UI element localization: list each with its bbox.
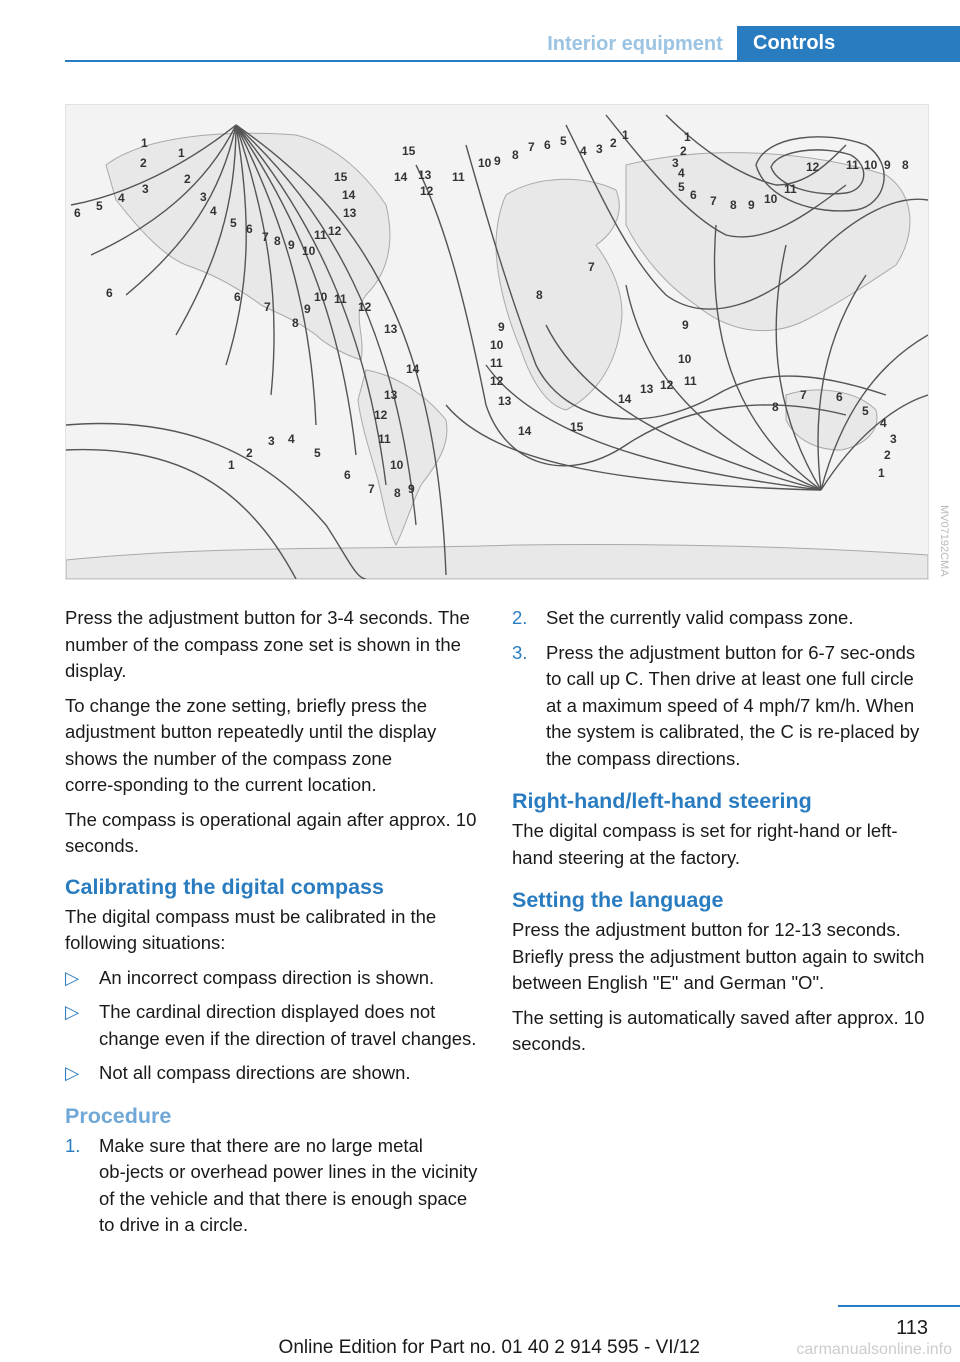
steering-heading: Right-hand/left-hand steering <box>512 789 812 813</box>
zone-label: 10 <box>864 158 878 172</box>
zone-label: 7 <box>800 388 807 402</box>
landmass-north-america <box>106 133 390 360</box>
zone-label: 11 <box>846 158 859 172</box>
zone-label: 3 <box>142 182 149 196</box>
list-item: ▷ The cardinal direction displayed does not change even if the direction of travel changes. <box>65 999 485 1052</box>
zone-label: 12 <box>490 374 504 388</box>
procedure-steps-continued <box>512 605 932 772</box>
zone-label: 5 <box>678 180 685 194</box>
edition-text: Online Edition for Part no. 01 40 2 914 595 - VI/12 <box>278 1337 700 1358</box>
zone-label: 1 <box>141 136 148 150</box>
zone-label: 8 <box>536 288 543 302</box>
watermark: carmanualsonline.info <box>796 1341 952 1358</box>
landmass-europe-africa <box>496 179 622 410</box>
zone-label: 6 <box>836 390 843 404</box>
zone-label: 10 <box>678 352 692 366</box>
zone-label: 11 <box>334 292 347 306</box>
language-heading: Setting the language <box>512 888 724 912</box>
zone-label: 8 <box>274 234 281 248</box>
zone-label: 9 <box>288 238 295 252</box>
language-paragraph: Press the adjustment button for 12-13 seconds. Briefly press the adjustment button again to switch between English "E" and German "O". <box>512 919 925 993</box>
zone-label: 13 <box>640 382 654 396</box>
compass-zone-map <box>65 104 929 580</box>
zone-label: 8 <box>772 400 779 414</box>
zone-label: 11 <box>490 356 503 370</box>
bullet-triangle-icon: ▷ <box>65 966 80 988</box>
zone-label: 14 <box>342 188 356 202</box>
zone-label: 3 <box>268 434 275 448</box>
zone-label: 12 <box>374 408 388 422</box>
zone-label: 10 <box>314 290 328 304</box>
zone-label: 8 <box>394 486 401 500</box>
zone-label: 1 <box>178 146 185 160</box>
zone-label: 5 <box>314 446 321 460</box>
zone-label: 4 <box>118 191 125 205</box>
zone-label: 12 <box>806 160 820 174</box>
step-number: 3. <box>512 641 528 663</box>
zone-label: 4 <box>210 204 217 218</box>
intro-paragraph: Press the adjustment button for 3-4 seconds. The number of the compass zone set is shown in the display. <box>65 607 470 681</box>
zone-label: 12 <box>328 224 342 238</box>
zone-label: 10 <box>302 244 316 258</box>
intro-paragraph: The compass is operational again after approx. 10 seconds. <box>65 808 477 856</box>
zone-label: 3 <box>890 432 897 446</box>
language-paragraph: The setting is automatically saved after approx. 10 seconds. <box>512 1006 925 1054</box>
zone-label: 2 <box>246 446 253 460</box>
zone-label: 9 <box>748 198 755 212</box>
zone-label: 13 <box>418 168 432 182</box>
zone-label: 11 <box>452 170 465 184</box>
step-number: 1. <box>65 1134 81 1156</box>
zone-label: 1 <box>228 458 235 472</box>
zone-label: 6 <box>234 290 241 304</box>
bullet-triangle-icon: ▷ <box>65 1062 80 1083</box>
steering-paragraph: The digital compass is set for right-hand or left-hand steering at the factory. <box>512 820 898 868</box>
zone-label: 13 <box>384 322 398 336</box>
zone-label: 5 <box>560 134 567 148</box>
procedure-step: 3. Press the adjustment button for 6-7 sec‑onds to call up C. Then drive at least one full circle at a maximum speed of 4 mph/7 km/h. When the system is calibrated, the C is re‑placed by the compass directions. <box>512 640 932 773</box>
zone-label: 7 <box>710 194 717 208</box>
zone-label: 3 <box>200 190 207 204</box>
zone-label: 9 <box>304 302 311 316</box>
zone-label: 5 <box>96 199 103 213</box>
zone-label: 12 <box>358 300 372 314</box>
zone-label: 13 <box>498 394 512 408</box>
procedure-step: 1. Make sure that there are no large metal ob‑jects or overhead power lines in the vicinity of the vehicle and that there is enough space to drive in a circle. <box>65 1133 485 1239</box>
zone-label: 14 <box>618 392 632 406</box>
zone-label: 12 <box>660 378 674 392</box>
intro-paragraph: To change the zone setting, briefly press the adjustment button repeatedly until the display shows the number of the compass zone corre‑sponding to the current location. <box>65 694 437 795</box>
zone-label: 10 <box>764 192 778 206</box>
zone-label: 6 <box>246 222 253 236</box>
zone-label: 9 <box>408 482 415 496</box>
zone-label: 9 <box>494 154 501 168</box>
procedure-heading: Procedure <box>65 1103 172 1128</box>
zone-label: 2 <box>184 172 191 186</box>
zone-label: 9 <box>884 158 891 172</box>
bullet-triangle-icon: ▷ <box>65 1001 80 1022</box>
zone-label: 7 <box>588 260 595 274</box>
right-column <box>512 605 932 1066</box>
calibrating-heading: Calibrating the digital compass <box>65 874 384 899</box>
zone-label: 4 <box>678 166 685 180</box>
zone-label: 2 <box>680 144 687 158</box>
header-chapter-tab: Controls <box>737 26 960 61</box>
zone-label: 2 <box>884 448 891 462</box>
zone-label: 4 <box>288 432 295 446</box>
page-number: 113 <box>896 1317 928 1339</box>
landmass-asia <box>626 153 910 331</box>
zone-label: 8 <box>512 148 519 162</box>
zone-label: 12 <box>420 184 434 198</box>
zone-label: 11 <box>378 432 391 446</box>
zone-label: 14 <box>394 170 408 184</box>
zone-label: 2 <box>140 156 147 170</box>
figure-code: MV07192CMA <box>938 505 950 577</box>
zone-label: 1 <box>622 128 629 142</box>
zone-label: 5 <box>862 404 869 418</box>
zone-label: 2 <box>610 136 617 150</box>
footer-rule <box>838 1305 960 1307</box>
header-rule <box>65 60 960 62</box>
zone-label: 6 <box>690 188 697 202</box>
zone-label: 8 <box>902 158 909 172</box>
zone-label: 4 <box>580 144 587 158</box>
zone-label: 9 <box>682 318 689 332</box>
procedure-step: 2. Set the currently valid compass zone. <box>512 605 932 632</box>
zone-label: 8 <box>292 316 299 330</box>
landmass-antarctica <box>66 544 928 579</box>
zone-label: 11 <box>314 228 327 242</box>
list-item: ▷ Not all compass directions are shown. <box>65 1060 485 1087</box>
zone-label: 1 <box>684 130 691 144</box>
zone-label: 15 <box>402 144 416 158</box>
compass-zone-map-graphic <box>66 105 928 579</box>
zone-label: 6 <box>544 138 551 152</box>
zone-label: 13 <box>384 388 398 402</box>
zone-label: 3 <box>596 142 603 156</box>
zone-label: 5 <box>230 216 237 230</box>
zone-label: 7 <box>528 140 535 154</box>
header-section-title: Interior equipment <box>547 32 723 55</box>
zone-label: 4 <box>880 416 887 430</box>
zone-label: 7 <box>368 482 375 496</box>
zone-label: 3 <box>672 156 679 170</box>
zone-label: 6 <box>106 286 113 300</box>
left-column <box>65 605 485 1247</box>
zone-label: 9 <box>498 320 505 334</box>
zone-label: 10 <box>478 156 492 170</box>
step-number: 2. <box>512 607 528 628</box>
zone-label: 6 <box>344 468 351 482</box>
zone-label: 11 <box>784 182 797 196</box>
list-item: ▷ An incorrect compass direction is shown. <box>65 965 485 992</box>
zone-label: 14 <box>406 362 420 376</box>
zone-label: 15 <box>334 170 348 184</box>
zone-label: 7 <box>262 230 269 244</box>
zone-label: 6 <box>74 206 81 220</box>
procedure-steps <box>65 1133 485 1239</box>
zone-label: 11 <box>684 374 697 388</box>
zone-label: 10 <box>390 458 404 472</box>
situations-list <box>65 965 485 1087</box>
zone-label: 1 <box>878 466 885 480</box>
zone-label: 15 <box>570 420 584 434</box>
zone-label: 14 <box>518 424 532 438</box>
zone-label: 10 <box>490 338 504 352</box>
zone-label: 7 <box>264 300 271 314</box>
zone-label: 13 <box>343 206 357 220</box>
calibrating-intro: The digital compass must be calibrated in the following situations: <box>65 905 437 953</box>
zone-label: 8 <box>730 198 737 212</box>
